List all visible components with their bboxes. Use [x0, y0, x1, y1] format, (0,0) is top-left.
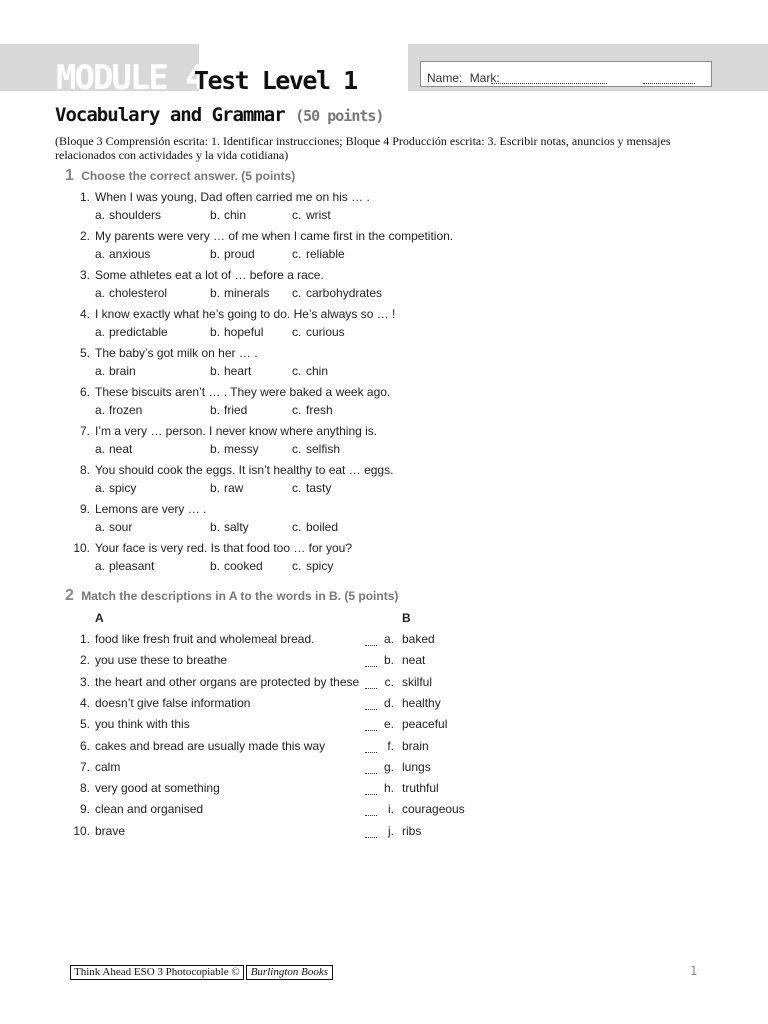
question-text: I know exactly what he’s going to do. He’s always so … !	[95, 307, 396, 321]
option-text: chin	[306, 364, 329, 378]
option-text: sour	[109, 520, 133, 534]
question-number: 3.	[79, 268, 90, 282]
match-description: you think with this	[95, 717, 190, 732]
option-text: raw	[224, 481, 244, 495]
option-letter: c.	[292, 325, 302, 339]
match-word: peaceful	[402, 717, 448, 732]
option-text: wrist	[306, 208, 331, 222]
match-row	[0, 760, 768, 778]
option-b[interactable]	[210, 520, 249, 534]
option-text: reliable	[306, 247, 345, 261]
option-a[interactable]	[95, 208, 161, 222]
match-letter: j.	[388, 823, 394, 838]
option-c[interactable]	[292, 442, 340, 456]
match-word: healthy	[402, 695, 441, 710]
option-text: cholesterol	[109, 286, 168, 300]
option-letter: a.	[95, 442, 106, 456]
match-row	[0, 739, 768, 757]
option-letter: b.	[210, 286, 221, 300]
option-letter: c.	[292, 208, 302, 222]
match-number: 7.	[79, 759, 90, 774]
question-number: 8.	[79, 463, 90, 477]
option-letter: b.	[210, 403, 221, 417]
match-number: 5.	[79, 717, 90, 732]
match-description: the heart and other organs are protected by these	[95, 674, 360, 689]
answer-blank[interactable]	[365, 678, 377, 689]
option-b[interactable]	[210, 559, 263, 573]
name-mark-labels	[427, 71, 500, 85]
question-number: 1.	[79, 190, 90, 204]
option-b[interactable]	[210, 403, 247, 417]
match-row	[0, 632, 768, 650]
option-text: pleasant	[109, 559, 155, 573]
name-mark-box[interactable]	[420, 61, 712, 87]
option-c[interactable]	[292, 247, 345, 261]
option-letter: a.	[95, 559, 106, 573]
option-b[interactable]	[210, 442, 259, 456]
option-letter: b.	[210, 208, 221, 222]
option-text: neat	[109, 442, 133, 456]
match-number: 4.	[79, 695, 90, 710]
option-c[interactable]	[292, 286, 382, 300]
exercise1-number: 1	[65, 167, 74, 184]
option-a[interactable]	[95, 559, 154, 573]
question-number: 10.	[73, 541, 90, 555]
match-description: brave	[95, 823, 126, 838]
column-a-header: A	[95, 611, 104, 625]
answer-blank[interactable]	[365, 656, 377, 667]
option-text: spicy	[306, 559, 334, 573]
option-text: heart	[224, 364, 252, 378]
answer-blank[interactable]	[365, 784, 377, 795]
match-letter: i.	[388, 802, 394, 817]
answer-blank[interactable]	[365, 699, 377, 710]
question-number: 9.	[79, 502, 90, 516]
section-title	[55, 104, 383, 126]
match-number: 6.	[79, 738, 90, 753]
question-number: 7.	[79, 424, 90, 438]
footer-copyright-text: Think Ahead ESO 3 Photocopiable ©	[74, 965, 240, 978]
match-row	[0, 802, 768, 820]
option-text: brain	[109, 364, 136, 378]
option-a[interactable]	[95, 286, 167, 300]
option-letter: c.	[292, 481, 302, 495]
match-word: truthful	[402, 781, 439, 796]
question-text: My parents were very … of me when I came first in the competition.	[95, 229, 454, 243]
exercise1-heading	[65, 167, 295, 185]
match-number: 2.	[79, 653, 90, 668]
option-text: messy	[224, 442, 259, 456]
question-number: 4.	[79, 307, 90, 321]
option-letter: b.	[210, 559, 221, 573]
name-label: Name:	[427, 71, 463, 85]
match-number: 10.	[73, 823, 90, 838]
option-c[interactable]	[292, 403, 333, 417]
option-text: cooked	[224, 559, 263, 573]
option-a[interactable]	[95, 325, 168, 339]
option-b[interactable]	[210, 364, 251, 378]
option-letter: a.	[95, 520, 106, 534]
page-number: 1	[690, 964, 698, 978]
match-word: brain	[402, 738, 429, 753]
module-title: MODULE 4	[56, 58, 204, 98]
question-text: You should cook the eggs. It isn’t healthy to eat … eggs.	[95, 463, 394, 477]
option-c[interactable]	[292, 559, 333, 573]
answer-blank[interactable]	[365, 720, 377, 731]
option-a[interactable]	[95, 481, 136, 495]
option-b[interactable]	[210, 208, 246, 222]
option-text: fried	[224, 403, 248, 417]
option-c[interactable]	[292, 325, 345, 339]
option-letter: a.	[95, 325, 106, 339]
option-text: proud	[224, 247, 255, 261]
option-letter: c.	[292, 559, 302, 573]
answer-blank[interactable]	[365, 805, 377, 816]
option-letter: a.	[95, 208, 106, 222]
answer-blank[interactable]	[365, 763, 377, 774]
option-text: predictable	[109, 325, 168, 339]
match-number: 8.	[79, 781, 90, 796]
match-letter: d.	[383, 695, 394, 710]
exercise1-instruction: Choose the correct answer. (5 points)	[81, 169, 296, 183]
option-a[interactable]	[95, 364, 136, 378]
option-a[interactable]	[95, 247, 150, 261]
option-b[interactable]	[210, 325, 263, 339]
match-number: 3.	[79, 674, 90, 689]
match-word: skilful	[402, 674, 433, 689]
option-letter: c.	[292, 442, 302, 456]
match-row	[0, 696, 768, 714]
section-intro: (Bloque 3 Comprensión escrita: 1. Identificar instrucciones; Bloque 4 Producción escrita: 3. Escribir notas, anuncios y mensajes relacionados con actividades y la vida cotidiana)	[55, 134, 671, 162]
option-letter: b.	[210, 325, 221, 339]
exercise2-number: 2	[65, 587, 74, 604]
option-text: spicy	[109, 481, 137, 495]
match-description: food like fresh fruit and wholemeal bread.	[95, 632, 315, 646]
mark-label: Mark:	[469, 71, 500, 85]
option-text: selfish	[306, 442, 341, 456]
footer	[70, 965, 333, 979]
option-letter: a.	[95, 481, 106, 495]
exercise2-heading	[65, 587, 398, 605]
answer-blank[interactable]	[365, 742, 377, 753]
option-letter: b.	[210, 364, 221, 378]
match-row	[0, 717, 768, 735]
match-letter: a.	[383, 632, 394, 646]
option-text: anxious	[109, 247, 151, 261]
match-description: doesn’t give false information	[95, 695, 251, 710]
question-text: The baby’s got milk on her … .	[95, 346, 258, 360]
option-b[interactable]	[210, 286, 269, 300]
question-text: These biscuits aren’t … . They were baked a week ago.	[95, 385, 391, 399]
column-b-header: B	[402, 611, 411, 625]
option-letter: c.	[292, 247, 302, 261]
footer-publisher: Burlington Books	[246, 965, 333, 980]
match-row	[0, 824, 768, 842]
match-number: 9.	[79, 802, 90, 817]
match-word: ribs	[402, 823, 422, 838]
question-text: Your face is very red. Is that food too … for you?	[95, 541, 353, 555]
option-a[interactable]	[95, 520, 132, 534]
option-letter: b.	[210, 247, 221, 261]
option-text: curious	[306, 325, 345, 339]
question-text: Some athletes eat a lot of … before a race.	[95, 268, 324, 282]
option-c[interactable]	[292, 481, 331, 495]
question-text: When I was young, Dad often carried me on his … .	[95, 190, 370, 204]
option-c[interactable]	[292, 520, 338, 534]
test-level-title: Test Level 1	[194, 66, 357, 95]
option-letter: a.	[95, 364, 106, 378]
option-text: fresh	[306, 403, 333, 417]
match-description: cakes and bread are usually made this way	[95, 738, 326, 753]
match-letter: h.	[383, 781, 394, 796]
match-description: calm	[95, 759, 121, 774]
mark-field-dots[interactable]	[643, 71, 695, 84]
match-letter: f.	[387, 738, 394, 753]
option-letter: b.	[210, 481, 221, 495]
option-letter: c.	[292, 286, 302, 300]
match-letter: e.	[383, 717, 394, 732]
section-title-text: Vocabulary and Grammar	[55, 104, 285, 126]
match-letter: c.	[384, 674, 394, 689]
match-number: 1.	[79, 632, 90, 646]
option-c[interactable]	[292, 208, 331, 222]
option-text: shoulders	[109, 208, 162, 222]
option-letter: c.	[292, 520, 302, 534]
option-letter: c.	[292, 364, 302, 378]
option-letter: a.	[95, 403, 106, 417]
option-letter: a.	[95, 286, 106, 300]
question-text: I’m a very … person. I never know where anything is.	[95, 424, 378, 438]
match-word: neat	[402, 653, 426, 668]
match-letter: g.	[383, 759, 394, 774]
option-c[interactable]	[292, 364, 328, 378]
match-word: lungs	[402, 759, 431, 774]
option-text: frozen	[109, 403, 143, 417]
name-field-dots[interactable]	[491, 71, 607, 84]
question-text: Lemons are very … .	[95, 502, 207, 516]
match-row	[0, 675, 768, 693]
option-letter: b.	[210, 442, 221, 456]
option-letter: c.	[292, 403, 302, 417]
option-text: carbohydrates	[306, 286, 383, 300]
option-text: boiled	[306, 520, 339, 534]
option-text: tasty	[306, 481, 332, 495]
question-number: 2.	[79, 229, 90, 243]
match-row	[0, 781, 768, 799]
option-letter: b.	[210, 520, 221, 534]
section-points: (50 points)	[295, 107, 384, 125]
option-b[interactable]	[210, 247, 255, 261]
option-a[interactable]	[95, 403, 142, 417]
match-word: baked	[402, 632, 435, 646]
match-description: you use these to breathe	[95, 653, 228, 668]
match-row	[0, 653, 768, 671]
match-letter: b.	[383, 653, 394, 668]
option-a[interactable]	[95, 442, 132, 456]
match-description: very good at something	[95, 781, 220, 796]
answer-blank[interactable]	[365, 827, 377, 838]
match-description: clean and organised	[95, 802, 204, 817]
option-text: chin	[224, 208, 247, 222]
option-text: minerals	[224, 286, 270, 300]
match-word: courageous	[402, 802, 465, 817]
footer-copyright	[70, 965, 244, 980]
question-number: 6.	[79, 385, 90, 399]
option-text: hopeful	[224, 325, 264, 339]
answer-blank[interactable]	[365, 635, 377, 646]
option-text: salty	[224, 520, 249, 534]
option-letter: a.	[95, 247, 106, 261]
question-number: 5.	[79, 346, 90, 360]
option-b[interactable]	[210, 481, 243, 495]
exercise2-instruction: Match the descriptions in A to the words in B. (5 points)	[81, 589, 399, 603]
